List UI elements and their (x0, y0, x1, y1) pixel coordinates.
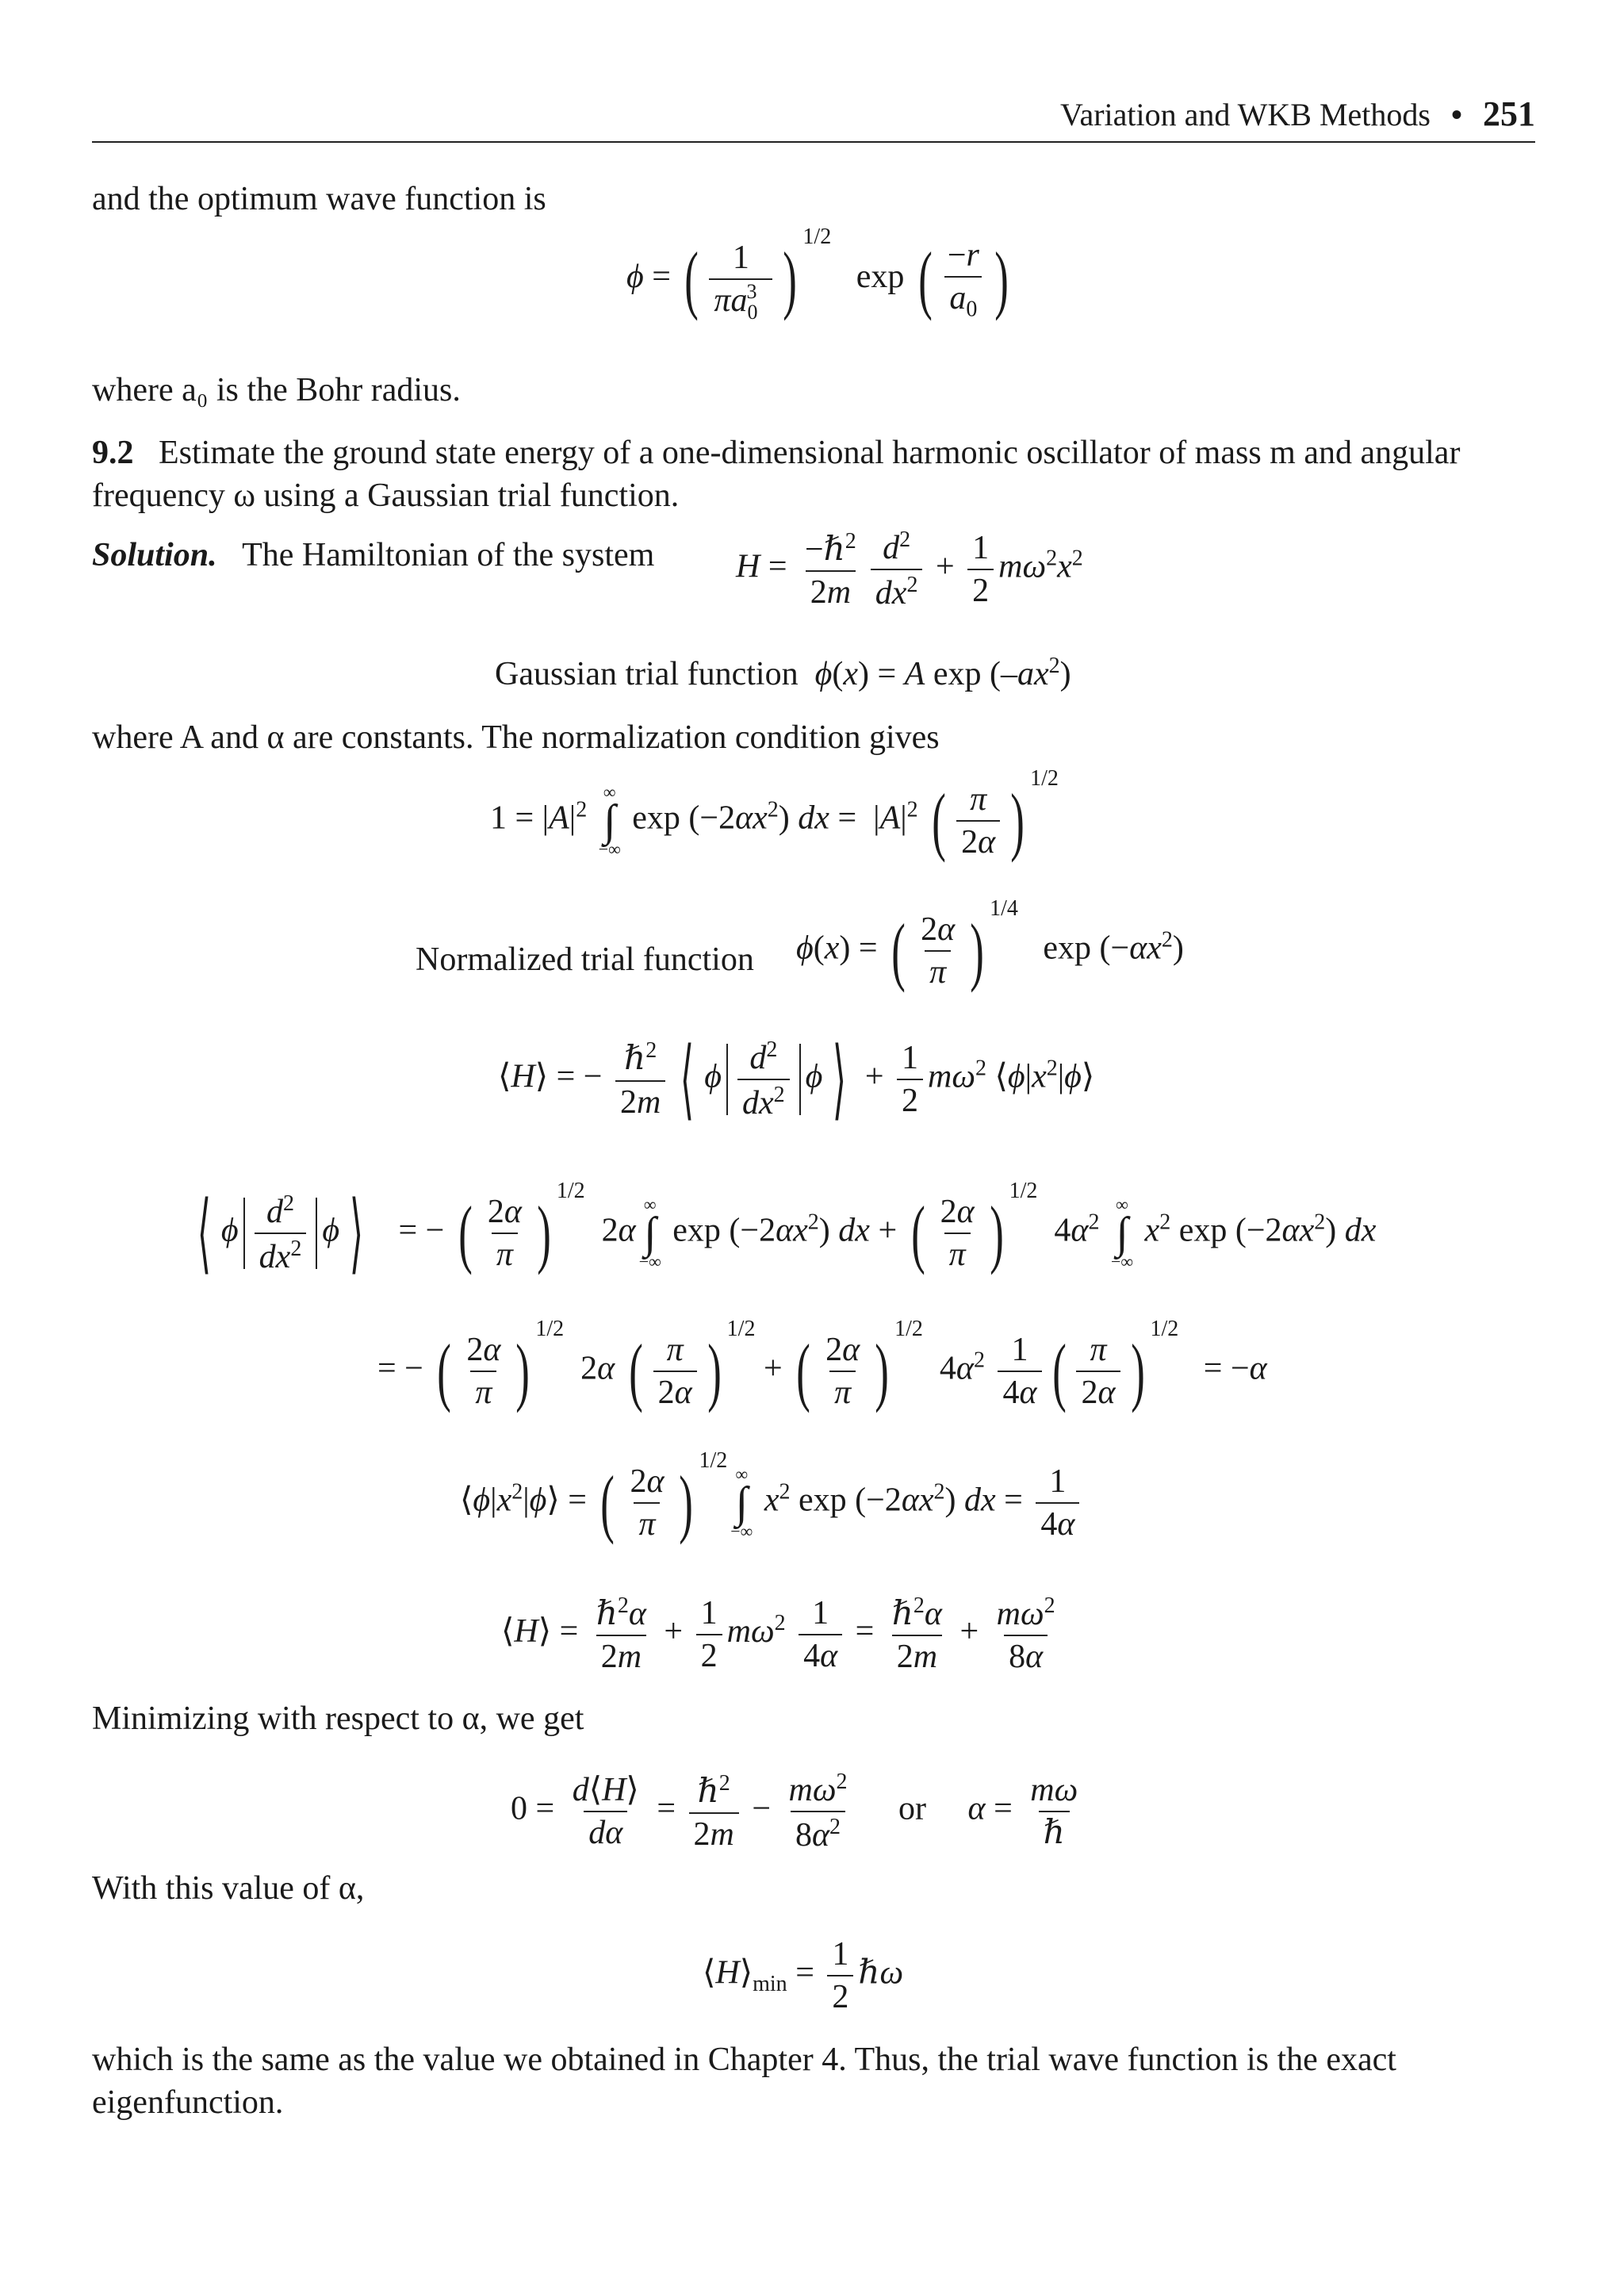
equation-x2-expectation: $⟨\phi|x^2|\phi⟩$ = ( $\frac{2\alpha}{\pi}$ ) $^{1/2}$ ∞ ∫ −∞ $x^2$ $\exp (-2\alpha x^2)$ dx = $\frac{1}{4\alpha}$ (460, 1464, 1084, 1542)
gaussian-trial-line: Gaussian trial function ϕ(x) = A $\exp (-ax^2)$ (495, 654, 1071, 692)
equation-kinetic-term-1: ⟨ ϕ $\frac{d^2}{dx^2}$ ϕ ⟩ = − ( $\frac{2\alpha}{\pi}$ ) $^{1/2}$ 2α ∞ ∫ −∞ $\exp (-2\alpha x^2)$ dx + ( $\frac{2\alpha}{\pi}$ ) $^{1/2}$ $4\alpha^2$ ∞ ∫ −∞ $x^2$ $\exp (-2\alpha x^2)$ dx (197, 1178, 1377, 1282)
header-bullet: • (1450, 97, 1462, 132)
normalized-trial-label: Normalized trial function (416, 941, 754, 978)
with-value-text: With this value of α, (92, 1870, 365, 1907)
problem-statement: Estimate the ground state energy of a one-dimensional harmonic oscillator of mass m and angular frequency ω using a Gaussian trial function. (92, 435, 1461, 514)
intro-text: and the optimum wave function is (92, 181, 546, 217)
equation-optimum-wavefunction: ϕ = ( $\frac{1}{\pi a_0^3}$ ) $^{1/2}$ exp ( $\frac{-r}{a_0}$ ) (626, 224, 1009, 324)
problem-9-2 (92, 431, 1535, 517)
running-head (1060, 94, 1535, 136)
equation-H-result: ⟨H⟩ = $\frac{\hbar^2\alpha}{2m}$ + $\frac{1}{2}$ $m\omega^2$ $\frac{1}{4\alpha}$ = $\frac{\hbar^2\alpha}{2m}$ + $\frac{m\omega^2}{8\alpha}$ (501, 1593, 1055, 1676)
bohr-radius-text: where a₀ is the Bohr radius. (92, 372, 461, 408)
equation-normalized-trial: ϕ(x) = ( $\frac{2\alpha}{\pi}$ ) $^{1/4}$ $\exp (-\alpha x^2)$ (796, 895, 1184, 994)
equation-minimization: 0 = $\frac{d⟨H⟩}{d\alpha}$ = $\frac{\hbar^2}{2m}$ − $\frac{m\omega^2}{8\alpha^2}$ or α = $\frac{m\omega}{\text{ℏ}}$ (511, 1769, 1078, 1854)
minimizing-text: Minimizing with respect to α, we get (92, 1700, 584, 1737)
problem-number: 9.2 (92, 435, 134, 471)
equation-H-min: $⟨H⟩_{min}$ = $\frac{1}{2}$ ℏω (703, 1936, 904, 2016)
solution-text: The Hamiltonian of the system (242, 537, 655, 573)
solution-label: Solution. (92, 537, 217, 573)
constants-text: where A and α are constants. The normalization condition gives (92, 719, 940, 756)
solution-line (92, 536, 654, 574)
equation-kinetic-term-2: = − ( $\frac{2\alpha}{\pi}$ ) $^{1/2}$ 2α ( $\frac{\pi}{2\alpha}$ ) $^{1/2}$ + ( $\frac{2\alpha}{\pi}$ ) $^{1/2}$ $4\alpha^2$ $\frac{1}{4\alpha}$ ( $\frac{\pi}{2\alpha}$ ) $^{1/2}$ = −α (377, 1316, 1267, 1414)
conclusion-text: which is the same as the value we obtained in Chapter 4. Thus, the trial wave function is the exact eigenfunction. (92, 2042, 1396, 2121)
gaussian-label: Gaussian trial function (495, 656, 799, 692)
equation-H-expectation: ⟨H⟩ = − $\frac{\hbar^2}{2m}$ ⟨ ϕ $\frac{d^2}{dx^2}$ ϕ ⟩ + $\frac{1}{2}$ $m\omega^2$ $⟨\phi|x^2|\phi⟩$ (498, 1031, 1095, 1128)
equation-normalization: $1 = |A|^2$ ∞ ∫ −∞ $\exp (-2\alpha x^2)$ dx = $|A|^2$ ( $\frac{\pi}{2\alpha}$ ) $^{1/2}$ (490, 765, 1059, 864)
page-number: 251 (1483, 94, 1535, 133)
or-text: or (898, 1790, 927, 1827)
running-title: Variation and WKB Methods (1060, 97, 1431, 132)
equation-hamiltonian: H = $\frac{-\hbar^2}{2m}$ $\frac{d^2}{dx^2}$ + $\frac{1}{2}$ $m\omega^2x^2$ (736, 527, 1083, 612)
page-header (92, 94, 1535, 143)
